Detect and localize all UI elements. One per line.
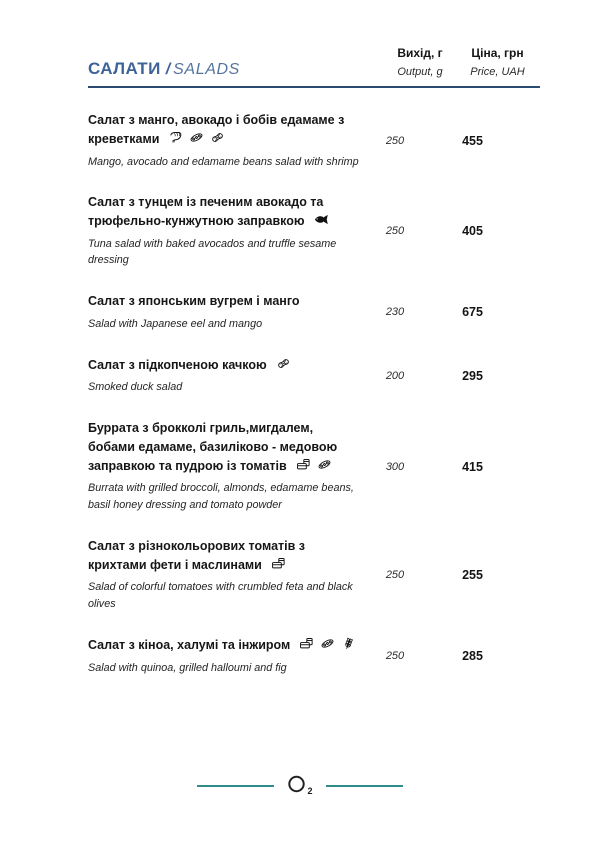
item-name (88, 356, 360, 375)
section-title-uk: САЛАТИ (88, 59, 161, 78)
menu-item (88, 193, 540, 269)
item-weight: 300 (385, 460, 405, 473)
wheat-icon (341, 636, 356, 651)
output-label-en: Output, g (397, 66, 443, 78)
item-price: 295 (462, 368, 483, 383)
item-name-text: Салат з манго, авокадо і бобів едамаме з креветками (88, 113, 345, 146)
item-name-en: Salad with Japanese eel and mango (88, 317, 263, 330)
allergen-icons (271, 556, 286, 571)
allergen-icons (168, 130, 225, 145)
dairy-icon (271, 556, 286, 571)
item-name-en: Mango, avocado and edamame beans salad with shrimp (88, 155, 359, 168)
output-label-uk: Вихід, г (397, 46, 443, 60)
item-name-text: Салат з тунцем із печеним авокадо та трюфельно-кунжутною заправкою (88, 195, 324, 228)
item-name-text: Салат з підкопченою качкою (88, 357, 267, 372)
column-header-output (385, 46, 455, 79)
item-name (88, 636, 360, 655)
menu-item (88, 111, 540, 170)
menu-item (88, 292, 540, 332)
item-info (88, 636, 360, 676)
item-weight: 200 (385, 369, 405, 382)
peanut-icon (276, 356, 291, 371)
item-name-en: Burrata with grilled broccoli, almonds, edamame beans, basil honey dressing and tomato powder (88, 482, 354, 512)
item-name-en: Salad with quinoa, grilled halloumi and fig (88, 661, 287, 674)
item-name-en: Smoked duck salad (88, 381, 183, 394)
item-weight: 250 (385, 568, 405, 581)
item-name (88, 292, 360, 311)
item-weight: 250 (385, 650, 405, 663)
soy-icon (189, 130, 204, 145)
allergen-icons (299, 636, 356, 651)
dairy-icon (299, 636, 314, 651)
menu-item (88, 356, 540, 396)
menu-item (88, 419, 540, 514)
item-name-text: Салат з кіноа, халумі та інжиром (88, 637, 291, 652)
footer-rule-left (197, 785, 274, 787)
price-label-uk: Ціна, грн (471, 46, 524, 60)
menu-item (88, 636, 540, 676)
item-name (88, 193, 360, 231)
menu-items-list (88, 111, 540, 676)
item-price: 255 (462, 567, 483, 582)
fish-icon (314, 212, 329, 227)
item-price: 675 (462, 305, 483, 320)
allergen-icons (296, 457, 332, 472)
item-info (88, 193, 360, 269)
section-title-separator: / (165, 61, 171, 78)
item-weight: 230 (385, 306, 405, 319)
item-price: 405 (462, 224, 483, 239)
footer-rule-right (326, 785, 403, 787)
o2-logo (287, 775, 312, 794)
o2-logo-subscript: 2 (307, 786, 313, 796)
item-price: 455 (462, 133, 483, 148)
allergen-icons (276, 356, 291, 371)
column-header-price (455, 46, 540, 79)
item-info (88, 356, 360, 396)
item-name (88, 419, 360, 475)
section-title-en: SALADS (173, 61, 240, 78)
price-label-en: Price, UAH (470, 66, 525, 78)
item-name-text: Салат з японським вугрем і манго (88, 294, 300, 309)
item-name-text: Буррата з брокколі гриль,мигдалем, бобами едамаме, базиліково - медовою заправкою та пудрою із томатів (88, 421, 338, 473)
peanut-icon (210, 130, 225, 145)
item-price: 415 (462, 459, 483, 474)
menu-content (88, 46, 540, 676)
shrimp-icon (168, 130, 183, 145)
item-name (88, 537, 360, 575)
dairy-icon (296, 457, 311, 472)
soy-icon (320, 636, 335, 651)
item-name-en: Tuna salad with baked avocados and truffle sesame dressing (88, 237, 337, 267)
item-info (88, 419, 360, 514)
item-info (88, 292, 360, 332)
o2-logo-circle-icon (287, 775, 306, 794)
item-name-en: Salad of colorful tomatoes with crumbled feta and black olives (88, 581, 353, 611)
item-info (88, 537, 360, 613)
item-price: 285 (462, 649, 483, 664)
menu-item (88, 537, 540, 613)
allergen-icons (314, 212, 329, 227)
item-name-text: Салат з різнокольорових томатів з крихтами фети і маслинами (88, 538, 305, 572)
soy-icon (317, 457, 332, 472)
page-footer (0, 776, 600, 795)
item-weight: 250 (385, 134, 405, 147)
item-info (88, 111, 360, 170)
section-header (88, 46, 540, 88)
item-weight: 250 (385, 225, 405, 238)
item-name (88, 111, 360, 149)
section-title (88, 59, 385, 79)
